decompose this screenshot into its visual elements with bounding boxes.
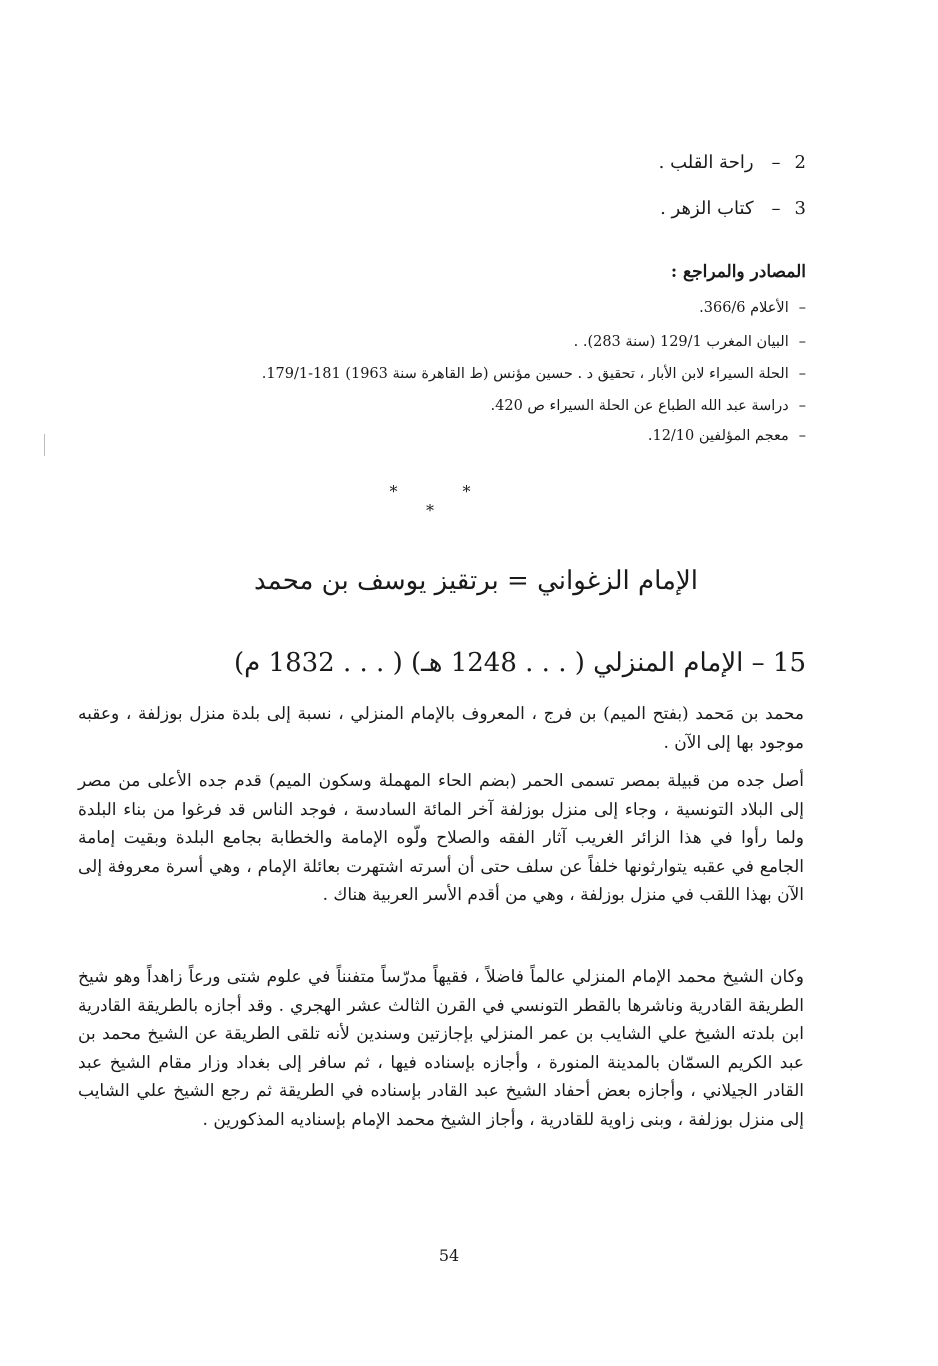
- source-text: دراسة عبد الله الطباع عن الحلة السيراء ص 420.: [490, 398, 789, 414]
- work-item-number: 3: [794, 198, 806, 219]
- source-entry: [146, 332, 806, 352]
- work-item-dash: –: [771, 152, 781, 173]
- page-number: 54: [438, 1246, 460, 1265]
- source-text: البيان المغرب 129/1 (سنة 283). .: [573, 334, 789, 350]
- paragraph: أصل جده من قبيلة بمصر تسمى الحمر (بضم الحاء المهملة وسكون الميم) قدم جده الأعلى من مصر إلى البلاد التونسية ، وجاء إلى منزل بوزلفة آخر المائة السادسة ، فوجد الناس قد فرغوا من بناء البلدة ولما رأوا في هذا الزائر الغريب آثار الفقه والصلاح ولّوه الإمامة والخطابة بجامع البلدة وبقيت إمامة الجامع في عقبه يتوارثونها خلفاً عن سلف حتى أن أسرته اشتهرت بعائلة الإمام ، وهي أسرة معروفة إلى الآن بهذا اللقب في منزل بوزلفة ، وهي من أقدم الأسر العربية هناك .: [78, 771, 804, 905]
- paragraph: محمد بن مَحمد (بفتح الميم) بن فرج ، المعروف بالإمام المنزلي ، نسبة إلى بلدة منزل بوزلفة ، وعقبه موجود بها إلى الآن .: [78, 704, 804, 753]
- source-dash: –: [798, 366, 806, 382]
- source-text: معجم المؤلفين 12/10.: [647, 428, 789, 444]
- source-dash: –: [798, 334, 806, 350]
- source-entry: [146, 396, 806, 416]
- work-item: [306, 151, 806, 175]
- source-text: الأعلام 366/6.: [699, 300, 789, 316]
- work-item-text: كتاب الزهر .: [660, 198, 754, 219]
- work-item-number: 2: [794, 152, 806, 173]
- entry-title: 15 – الإمام المنزلي ( . . . 1248 هـ) ( . . . 1832 م): [234, 648, 806, 678]
- source-entry: [146, 426, 806, 446]
- section-separator: * * *: [389, 482, 501, 520]
- source-dash: –: [798, 428, 806, 444]
- cross-reference-heading: الإمام الزغواني = برتقيز يوسف بن محمد: [254, 566, 698, 596]
- paragraph: وكان الشيخ محمد الإمام المنزلي عالماً فاضلاً ، فقيهاً مدرّساً متفنناً في علوم شتى ورعاً زاهداً وهو شيخ الطريقة القادرية وناشرها بالقطر التونسي في القرن الثالث عشر الهجري . وقد أجازه بالطريقة القادرية ابن بلدته الشيخ علي الشايب بن عمر المنزلي بإجازتين وسندين لأنه تلقى الطريقة عن الشيخ محمد بن عبد الكريم السمّان بالمدينة المنورة ، وأجازه بإسناده فيها ، ثم سافر إلى بغداد وزار مقام الشيخ عبد القادر الجيلاني ، وأجازه بعض أحفاد الشيخ عبد القادر بإسناده في الطريقة ثم رجع الشيخ علي الشايب إلى منزل بوزلفة ، وبنى زاوية للقادرية ، وأجاز الشيخ محمد الإمام بإسناديه المذكورين .: [78, 967, 804, 1130]
- work-item: [306, 197, 806, 221]
- margin-mark: [44, 434, 45, 456]
- work-item-text: راحة القلب .: [658, 152, 754, 173]
- sources-heading: المصادر والمراجع :: [670, 262, 806, 282]
- source-dash: –: [798, 300, 806, 316]
- source-entry: [146, 364, 806, 384]
- work-item-dash: –: [771, 198, 781, 219]
- source-entry: [146, 298, 806, 318]
- source-text: الحلة السيراء لابن الأبار ، تحقيق د . حسين مؤنس (ط القاهرة سنة 1963) 181-179/1.: [261, 366, 789, 382]
- source-dash: –: [798, 398, 806, 414]
